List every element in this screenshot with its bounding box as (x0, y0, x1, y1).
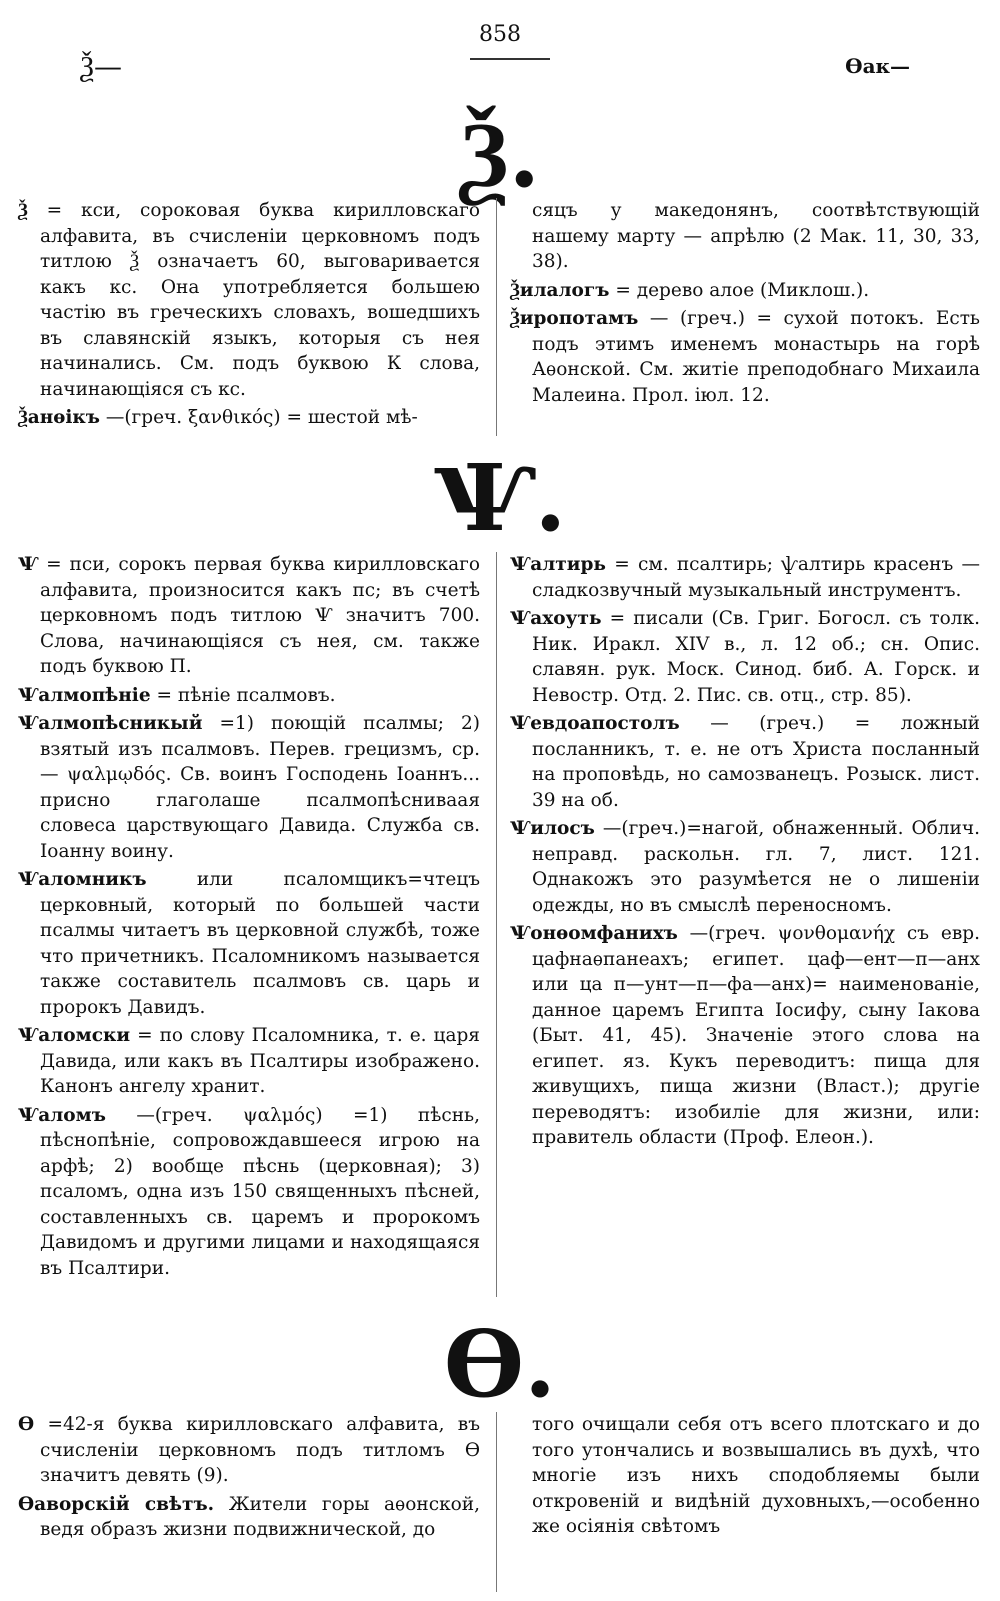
entry-text: = см. псалтирь; ѱалтирь красенъ — сладкозвучный музыкальный инструментъ. (532, 554, 980, 601)
entry-headword: Ѱонѳомфанихъ (510, 923, 678, 944)
dictionary-entry (510, 711, 980, 813)
dictionary-entry (510, 278, 980, 304)
entry-text: или псаломщикъ=чтецъ церковный, который по большей части псалмы читаетъ въ церковной службѣ, тоже что причетникъ. Псаломникомъ называется также составитель псалмовъ св. царь и пророкъ Давидъ. (40, 869, 480, 1018)
column-left (18, 198, 480, 434)
entry-headword: Ѱевдоапостолъ (510, 713, 680, 734)
page-header (20, 22, 980, 82)
entry-headword: Ѯ (18, 200, 28, 221)
entry-headword: Ѯиропотамъ (510, 308, 639, 329)
entry-text: = по слову Псаломника, т. е. царя Давида, или какъ въ Псалтиры изображено. Канонъ ангелу хранит. (40, 1025, 480, 1097)
left-guide-letter: Ѯ— (80, 50, 123, 83)
entry-text: сяцъ у македонянъ, соотвѣтствующій нашему марту — апрѣлю (2 Мак. 11, 30, 33, 38). (532, 200, 980, 272)
entry-text: — (греч.) = сухой потокъ. Есть подъ этимъ именемъ монастырь на горѣ Аѳонской. См. житіе преподобнаго Михаила Малеина. Прол. іюл. 12. (532, 308, 980, 406)
dictionary-entry (18, 405, 480, 431)
dictionary-entry (18, 1023, 480, 1100)
entry-text: —(греч. ξανθικός) = шестой мѣ- (105, 407, 418, 428)
dictionary-entry (18, 1103, 480, 1282)
entry-headword: Ѱаломски (18, 1025, 131, 1046)
entry-text: = пси, сорокъ первая буква кирилловскаго алфавита, произносится какъ пс; въ счетѣ церковномъ подъ титлою Ѱ значитъ 700. Слова, начинающіяся съ нея, см. также подъ буквою П. (40, 554, 480, 677)
entry-headword: Ѱалмопѣсникый (18, 713, 203, 734)
section-fita (18, 1412, 980, 1592)
dictionary-entry (18, 198, 480, 402)
entry-text: того очищали себя отъ всего плотскаго и до того утончались и возвышались въ духѣ, что многіе изъ нихъ сподобляемы были откровеній и видѣній духовныхъ,—особенно же осіянія свѣтомъ (532, 1414, 980, 1537)
header-ornament-rule (470, 58, 550, 60)
entry-headword: Ѱилосъ (510, 818, 595, 839)
entry-text: = пѣніе псалмовъ. (156, 684, 336, 706)
column-right (510, 1412, 980, 1543)
entry-headword: Ѱ (18, 554, 39, 575)
entry-headword: Ѳаворскій свѣтъ. (18, 1493, 215, 1515)
entry-text: Жители горы аѳонской, ведя образъ жизни подвижнической, до (40, 1493, 480, 1540)
column-divider (496, 1412, 497, 1592)
entry-headword: Ѯилалогъ (510, 279, 610, 301)
dictionary-entry (18, 1412, 480, 1489)
column-divider (496, 552, 497, 1297)
column-left (18, 552, 480, 1284)
dictionary-entry (18, 867, 480, 1020)
entry-text: =42-я буква кирилловскаго алфавита, въ счисленіи церковномъ подъ титломъ Ѳ значитъ девять (9). (40, 1414, 480, 1486)
section-ksi (18, 198, 980, 436)
entry-text: = писали (Св. Григ. Богосл. съ толк. Ник. Иракл. XIV в., л. 12 об.; сн. Опис. славян. рук. Моск. Синод. биб. А. Горск. и Невостр. Отд. 2. Пис. св. отц., стр. 85). (532, 608, 980, 706)
entry-headword: Ѱалтирь (510, 554, 606, 575)
dictionary-entry (510, 921, 980, 1151)
dictionary-entry (18, 1492, 480, 1543)
entry-headword: Ѳ (18, 1414, 35, 1435)
entry-text: —(греч. ψαλμός) =1) пѣснь, пѣснопѣніе, сопровождавшееся игрою на арфѣ; 2) вообще пѣснь (церковная); 3) псаломъ, одна изъ 150 священныхъ пѣсней, составленныхъ св. царемъ и пророкомъ Давидомъ и другими лицами и находящаяся въ Псалтири. (40, 1104, 480, 1279)
page-number: 858 (479, 22, 521, 47)
entry-text: —(греч.)=нагой, обнаженный. Облич. неправд. раскольн. гл. 7, лист. 121. Однакожъ это разумѣется не о лишеніи одежды, но въ смыслѣ переносномъ. (532, 818, 980, 916)
entry-text: —(греч. ψονθομανήχ съ евр. цафнаѳпанеахъ; египет. цаф—ент—п—анх или ца п—унт—п—фа—анх)= наименованіе, данное царемъ Египта Іосифу, сыну Іакова (Быт. 41, 45). Значеніе этого слова на египет. яз. Кукъ переводитъ: пища для живущихъ, пища жизни (Власт.); другіе переводятъ: изобиліе для жизни, или: правитель области (Проф. Елеон.). (532, 923, 980, 1148)
column-divider (496, 198, 497, 436)
section-psi (18, 552, 980, 1297)
entry-headword: Ѯанѳікъ (18, 407, 100, 428)
section-letter-psi: Ѱ. (433, 444, 567, 552)
column-left (18, 1412, 480, 1546)
dictionary-entry (18, 683, 480, 709)
entry-text: = дерево алое (Миклош.). (615, 279, 870, 301)
entry-headword: Ѱалмопѣніе (18, 684, 151, 706)
section-letter-fita: Ѳ. (443, 1310, 557, 1418)
column-right (510, 552, 980, 1154)
dictionary-entry (18, 711, 480, 864)
entry-headword: Ѱаломникъ (18, 869, 147, 890)
entry-text: = кси, сороковая буква кирилловскаго алфавита, въ счисленіи церковномъ подъ титлою Ѯ означаетъ 60, выговаривается какъ кс. Она употребляется большею частію въ греческихъ словахъ, вошедшихъ въ славянскій языкъ, которыя съ нея начинались. См. подъ буквою К слова, начинающіяся съ кс. (40, 200, 480, 400)
right-guide-word: Ѳак— (845, 54, 910, 78)
dictionary-entry (18, 552, 480, 680)
dictionary-entry (510, 306, 980, 408)
entry-headword: Ѱахоуть (510, 608, 602, 629)
dictionary-entry (510, 816, 980, 918)
dictionary-entry (510, 606, 980, 708)
dictionary-entry-continuation (510, 1412, 980, 1540)
column-right (510, 198, 980, 411)
dictionary-entry-continuation (510, 198, 980, 275)
entry-headword: Ѱаломъ (18, 1104, 106, 1126)
entry-text: — (греч.) = ложный посланникъ, т. е. не отъ Христа посланный на проповѣдь, но самозванецъ. Розыск. лист. 39 на об. (532, 713, 980, 811)
entry-text: =1) поющій псалмы; 2) взятый изъ псалмовъ. Перев. грецизмъ, ср. — ψαλμῳδός. Св. воинъ Господень Іоаннъ... присно глаголаше псалмопѣсниваая словеса царствующаго Давида. Служба св. Іоанну воину. (40, 713, 480, 862)
dictionary-entry (510, 552, 980, 603)
section-letter-ksi: Ѯ. (459, 100, 541, 208)
